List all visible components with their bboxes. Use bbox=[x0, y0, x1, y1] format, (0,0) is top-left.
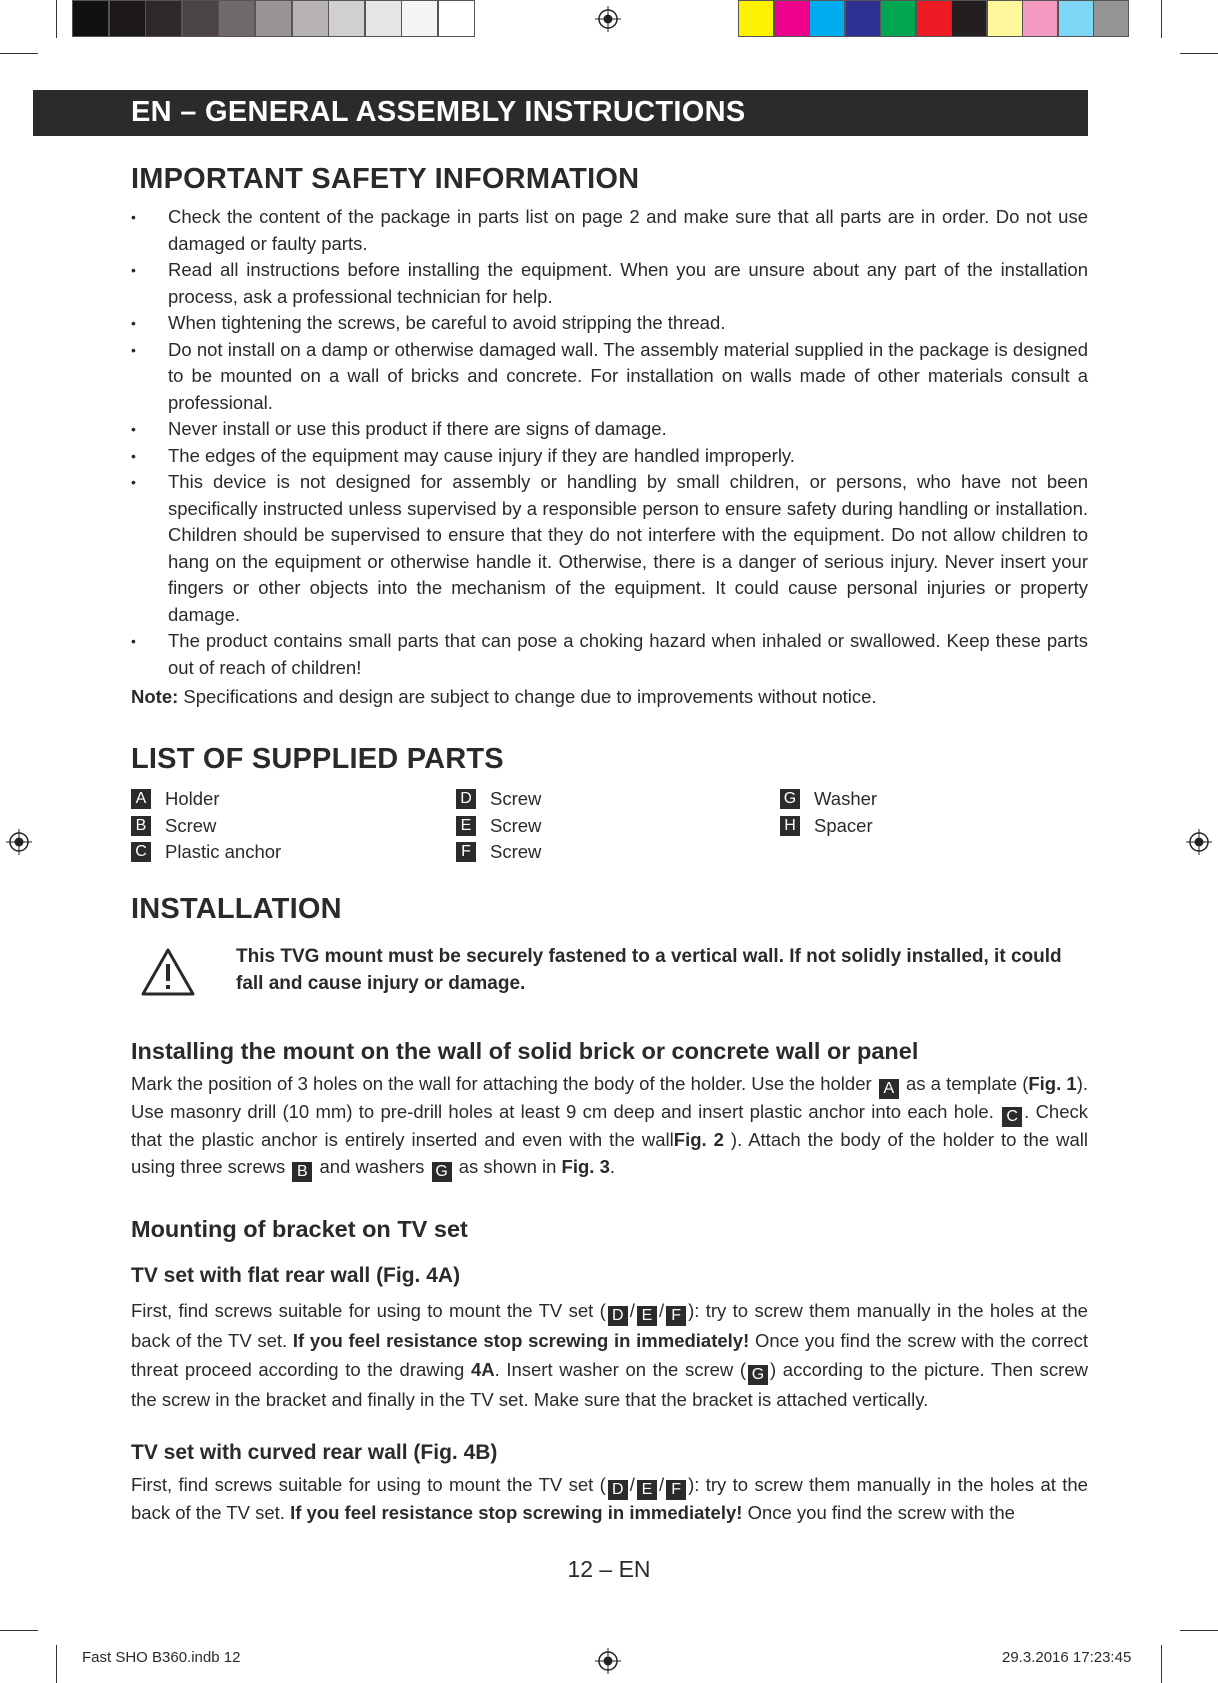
color-swatch bbox=[987, 0, 1023, 37]
part-item bbox=[456, 839, 541, 866]
color-swatch bbox=[328, 0, 365, 37]
flat-wall-paragraph bbox=[131, 1296, 1088, 1414]
part-item bbox=[780, 813, 877, 840]
list-item: • The edges of the equipment may cause injury if they are handled improperly. bbox=[131, 443, 1088, 470]
part-name: Screw bbox=[490, 814, 542, 836]
color-swatch bbox=[255, 0, 292, 37]
flat-wall-heading: TV set with flat rear wall (Fig. 4A) bbox=[131, 1264, 461, 1287]
text: / bbox=[658, 1474, 665, 1495]
color-swatch bbox=[1022, 0, 1058, 37]
crop-mark bbox=[1180, 53, 1218, 54]
color-swatch bbox=[1093, 0, 1129, 37]
part-letter-badge: G bbox=[432, 1162, 452, 1182]
text: ). Use masonry drill (10 mm) to pre-drill holes at least 9 cm deep and insert plastic anchor into each hole. bbox=[131, 1073, 1088, 1122]
text: ) according to the picture. Then screw the screw in the bracket and finally in the TV set. Make sure that the bracket is attached vertically. bbox=[131, 1359, 1088, 1410]
list-item: • This device is not designed for assembly or handling by small children, or persons, who have not been specifically instructed unless supervised by a responsible person to ensure safety during handling or installation. Children should be supervised to ensure that they do not interfere with the equipment. Do not allow children to hang on the equipment or otherwise handle it. Otherwise, there is a danger of serious injury. Never insert your fingers or other objects into the mechanism of the equipment. It could cause personal injuries or property damage. bbox=[131, 469, 1088, 628]
part-item bbox=[456, 786, 541, 813]
fig-ref: Fig. 2 bbox=[673, 1129, 724, 1150]
crop-mark bbox=[1161, 0, 1162, 38]
part-name: Plastic anchor bbox=[165, 841, 282, 863]
color-swatch bbox=[109, 0, 146, 37]
parts-column bbox=[131, 786, 281, 866]
wall-mount-paragraph bbox=[131, 1071, 1088, 1182]
safety-heading: IMPORTANT SAFETY INFORMATION bbox=[131, 163, 640, 195]
color-swatch bbox=[292, 0, 329, 37]
part-name: Screw bbox=[490, 788, 542, 810]
part-name: Screw bbox=[490, 841, 542, 863]
list-item: • Check the content of the package in parts list on page 2 and make sure that all parts are in order. Do not use damaged or faulty parts. bbox=[131, 204, 1088, 257]
part-letter-badge: A bbox=[131, 789, 151, 809]
part-item bbox=[131, 839, 281, 866]
color-swatch bbox=[916, 0, 952, 37]
crop-mark bbox=[1180, 1630, 1218, 1631]
list-item: • Never install or use this product if there are signs of damage. bbox=[131, 416, 1088, 443]
text: . bbox=[609, 1155, 615, 1177]
color-swatch bbox=[880, 0, 916, 37]
banner-title: EN – GENERAL ASSEMBLY INSTRUCTIONS bbox=[131, 96, 746, 128]
part-name: Spacer bbox=[814, 814, 873, 836]
color-swatch bbox=[182, 0, 219, 37]
color-swatch bbox=[365, 0, 402, 37]
list-item: • Read all instructions before installing the equipment. When you are unsure about any part of the installation process, ask a professional technician for help. bbox=[131, 257, 1088, 310]
color-swatch bbox=[809, 0, 845, 37]
footer-timestamp: 29.3.2016 17:23:45 bbox=[1002, 1649, 1132, 1666]
fig-ref: Fig. 1 bbox=[1028, 1073, 1077, 1094]
list-item: • When tightening the screws, be careful to avoid stripping the thread. bbox=[131, 310, 1088, 337]
bracket-heading: Mounting of bracket on TV set bbox=[131, 1216, 468, 1242]
text: ): try to screw them manually in the holes at the back of the TV set. bbox=[131, 1474, 1088, 1523]
part-letter-badge: D bbox=[608, 1480, 628, 1500]
part-item bbox=[456, 813, 541, 840]
part-letter-badge: E bbox=[456, 816, 476, 836]
text: / bbox=[658, 1300, 665, 1321]
crop-mark bbox=[0, 53, 38, 54]
part-letter-badge: F bbox=[666, 1480, 686, 1500]
part-letter-badge: G bbox=[780, 789, 800, 809]
text: ). Attach the body of the holder to the wall using three screws bbox=[131, 1129, 1088, 1177]
color-swatch bbox=[145, 0, 182, 37]
wall-mount-heading: Installing the mount on the wall of solid brick or concrete wall or panel bbox=[131, 1038, 919, 1064]
part-item bbox=[780, 786, 877, 813]
note-text: Specifications and design are subject to change due to improvements without notice. bbox=[178, 686, 877, 707]
list-item: • The product contains small parts that can pose a choking hazard when inhaled or swallowed. Keep these parts out of reach of children! bbox=[131, 628, 1088, 681]
curved-wall-heading: TV set with curved rear wall (Fig. 4B) bbox=[131, 1441, 498, 1464]
curved-wall-paragraph bbox=[131, 1472, 1088, 1527]
list-item: • Do not install on a damp or otherwise damaged wall. The assembly material supplied in the package is designed to be mounted on a wall of bricks and concrete. For installation on walls made of other materials consult a professional. bbox=[131, 337, 1088, 417]
warning-text: This TVG mount must be securely fastened to a vertical wall. If not solidly installed, it could fall and cause injury or damage. bbox=[236, 946, 1062, 994]
part-letter-badge: E bbox=[637, 1306, 657, 1326]
fig-ref: 4A bbox=[470, 1359, 495, 1380]
registration-mark-icon bbox=[1186, 829, 1212, 855]
color-swatch bbox=[951, 0, 987, 37]
part-item bbox=[131, 786, 281, 813]
text: Mark the position of 3 holes on the wall for attaching the body of the holder. Use the holder bbox=[131, 1073, 877, 1094]
part-name: Washer bbox=[814, 788, 878, 810]
bold-warning: If you feel resistance stop screwing in immediately! bbox=[292, 1330, 750, 1351]
text: Once you find the screw with the bbox=[742, 1502, 1015, 1523]
footer-file-info: Fast SHO B360.indb 12 bbox=[82, 1649, 241, 1666]
note-label: Note: bbox=[131, 686, 179, 707]
text: / bbox=[629, 1300, 635, 1321]
text: as shown in bbox=[453, 1155, 562, 1177]
part-letter-badge: A bbox=[879, 1079, 899, 1099]
part-letter-badge: G bbox=[748, 1365, 768, 1385]
text: / bbox=[629, 1474, 635, 1495]
color-swatch bbox=[1058, 0, 1094, 37]
part-name: Holder bbox=[165, 788, 220, 810]
note bbox=[131, 686, 877, 708]
text: Once you find the screw with the correct threat proceed according to the drawing bbox=[131, 1330, 1088, 1380]
text: First, find screws suitable for using to mount the TV set ( bbox=[131, 1300, 606, 1321]
crop-mark bbox=[56, 1645, 57, 1683]
part-letter-badge: F bbox=[456, 842, 476, 862]
part-letter-badge: C bbox=[1002, 1107, 1022, 1127]
color-swatch bbox=[845, 0, 881, 37]
text: . Insert washer on the screw ( bbox=[494, 1359, 747, 1380]
safety-list bbox=[131, 204, 1088, 681]
color-swatch bbox=[738, 0, 774, 37]
part-letter-badge: B bbox=[131, 816, 151, 836]
color-swatch bbox=[218, 0, 255, 37]
parts-column bbox=[456, 786, 541, 866]
part-name: Screw bbox=[165, 814, 217, 836]
section-banner bbox=[33, 90, 1088, 136]
installation-heading: INSTALLATION bbox=[131, 893, 342, 925]
warning-icon bbox=[140, 947, 196, 997]
registration-mark-icon bbox=[595, 6, 621, 32]
part-letter-badge: D bbox=[608, 1306, 628, 1326]
bold-warning: If you feel resistance stop screwing in immediately! bbox=[290, 1502, 743, 1523]
text: as a template ( bbox=[900, 1073, 1029, 1094]
text: . Check that the plastic anchor is entirely inserted and even with the wall bbox=[131, 1101, 1089, 1150]
color-swatch bbox=[774, 0, 810, 37]
parts-column bbox=[780, 786, 877, 839]
part-letter-badge: C bbox=[131, 842, 151, 862]
text: ): try to screw them manually in the holes at the back of the TV set. bbox=[131, 1300, 1088, 1351]
crop-mark bbox=[1161, 1645, 1162, 1683]
crop-mark bbox=[0, 1630, 38, 1631]
part-letter-badge: F bbox=[666, 1306, 686, 1326]
part-letter-badge: E bbox=[637, 1480, 657, 1500]
part-letter-badge: H bbox=[780, 816, 800, 836]
text: First, find screws suitable for using to mount the TV set ( bbox=[131, 1474, 606, 1495]
part-letter-badge: D bbox=[456, 789, 476, 809]
page-number: 12 – EN bbox=[567, 1556, 651, 1582]
part-item bbox=[131, 813, 281, 840]
color-swatch bbox=[438, 0, 475, 37]
registration-mark-icon bbox=[6, 829, 32, 855]
color-swatch bbox=[401, 0, 438, 37]
parts-heading: LIST OF SUPPLIED PARTS bbox=[131, 743, 504, 775]
part-letter-badge: B bbox=[292, 1162, 312, 1182]
registration-mark-icon bbox=[595, 1648, 621, 1674]
fig-ref: Fig. 3 bbox=[561, 1155, 610, 1177]
color-swatch bbox=[72, 0, 109, 37]
text: and washers bbox=[314, 1155, 430, 1177]
crop-mark bbox=[56, 0, 57, 38]
